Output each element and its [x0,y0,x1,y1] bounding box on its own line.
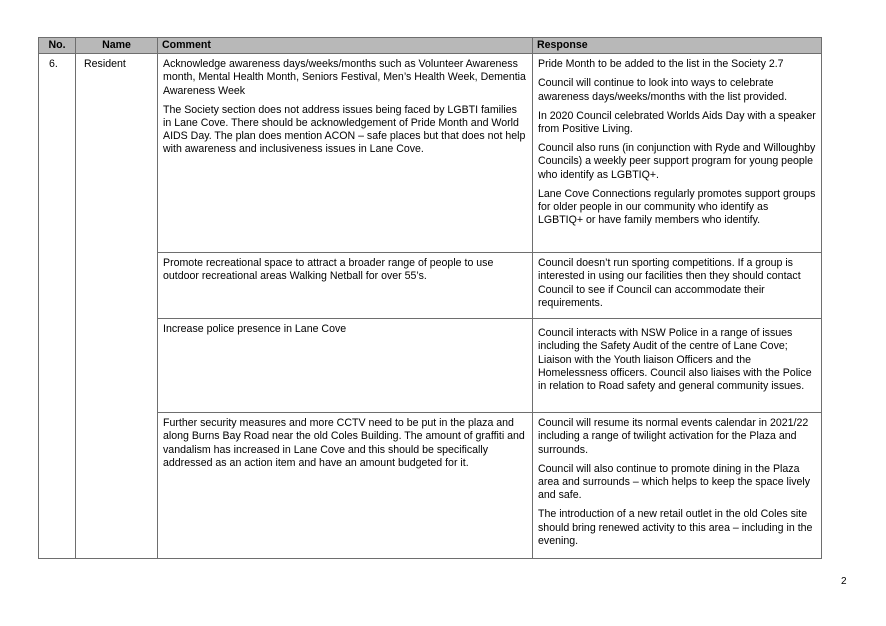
header-row [39,38,822,54]
comment-cell [158,413,533,559]
comment-paragraph: Promote recreational space to attract a broader range of people to use outdoor recreational areas Walking Netball for over 55’s. [163,257,494,283]
comment-paragraph: Increase police presence in Lane Cove [163,323,347,336]
comment-cell [158,54,533,253]
header-name: Name [76,38,158,54]
response-paragraph: Council will also continue to promote dining in the Plaza area and surrounds – which helps to keep the space lively and safe. [538,462,811,502]
response-cell [533,413,822,559]
comment-paragraph: Acknowledge awareness days/weeks/months such as Volunteer Awareness month, Mental Health Month, Seniors Festival, Men’s Health Week, Dementia Awareness Week [163,58,526,97]
feedback-table [38,37,822,559]
response-cell [533,319,822,413]
comment-paragraph: The Society section does not address issues being faced by LGBTI families in Lane Cove. There should be acknowledgement of Pride Month and World AIDS Day. The plan does mention ACON – safe places but that does not help with awareness and inclusiveness issues in Lane Cove. [163,103,526,156]
response-cell [533,54,822,253]
header-response: Response [533,38,822,54]
response-cell [533,253,822,319]
response-paragraph: In 2020 Council celebrated Worlds Aids Day with a speaker from Positive Living. [538,109,816,136]
response-paragraph: Council interacts with NSW Police in a range of issues including the Safety Audit of the centre of Lane Cove; Liaison with the Youth liaison Officers and the Homelessness officers. Council also liaises with the Police in relation to Road safety and general community issues. [538,327,812,393]
comment-paragraph: Further security measures and more CCTV need to be put in the plaza and along Burns Bay Road near the old Coles Building. The amount of graffiti and vandalism has increased in Lane Cove and this should be specifically addressed as an action item and have an amount budgeted for it. [163,417,525,469]
response-paragraph: Council will continue to look into ways to celebrate awareness days/weeks/months with the list provided. [538,77,788,103]
comment-cell [158,319,533,413]
table-row [39,54,822,253]
header-comment: Comment [158,38,533,54]
response-paragraph: The introduction of a new retail outlet in the old Coles site should bring renewed activity to this area – including in the evening. [538,508,813,547]
header-no: No. [39,38,76,54]
entry-number: 6. [39,54,76,559]
page-number: 2 [841,576,847,587]
response-paragraph: Lane Cove Connections regularly promotes support groups for older people in our community who identify as LGBTIQ+ or have family members who identify. [538,187,816,227]
response-paragraph: Council also runs (in conjunction with Ryde and Willoughby Councils) a weekly peer support program for young people who identify as LGBTIQ+. [538,142,816,181]
response-paragraph: Pride Month to be added to the list in the Society 2.7 [538,58,784,71]
comment-cell [158,253,533,319]
response-paragraph: Council doesn’t run sporting competitions. If a group is interested in using our facilities then they should contact Council to see if Council can accommodate their requirements. [538,257,801,309]
response-paragraph: Council will resume its normal events calendar in 2021/22 including a range of twilight activation for the Plaza and surrounds. [538,417,809,456]
entry-name: Resident [76,54,158,559]
